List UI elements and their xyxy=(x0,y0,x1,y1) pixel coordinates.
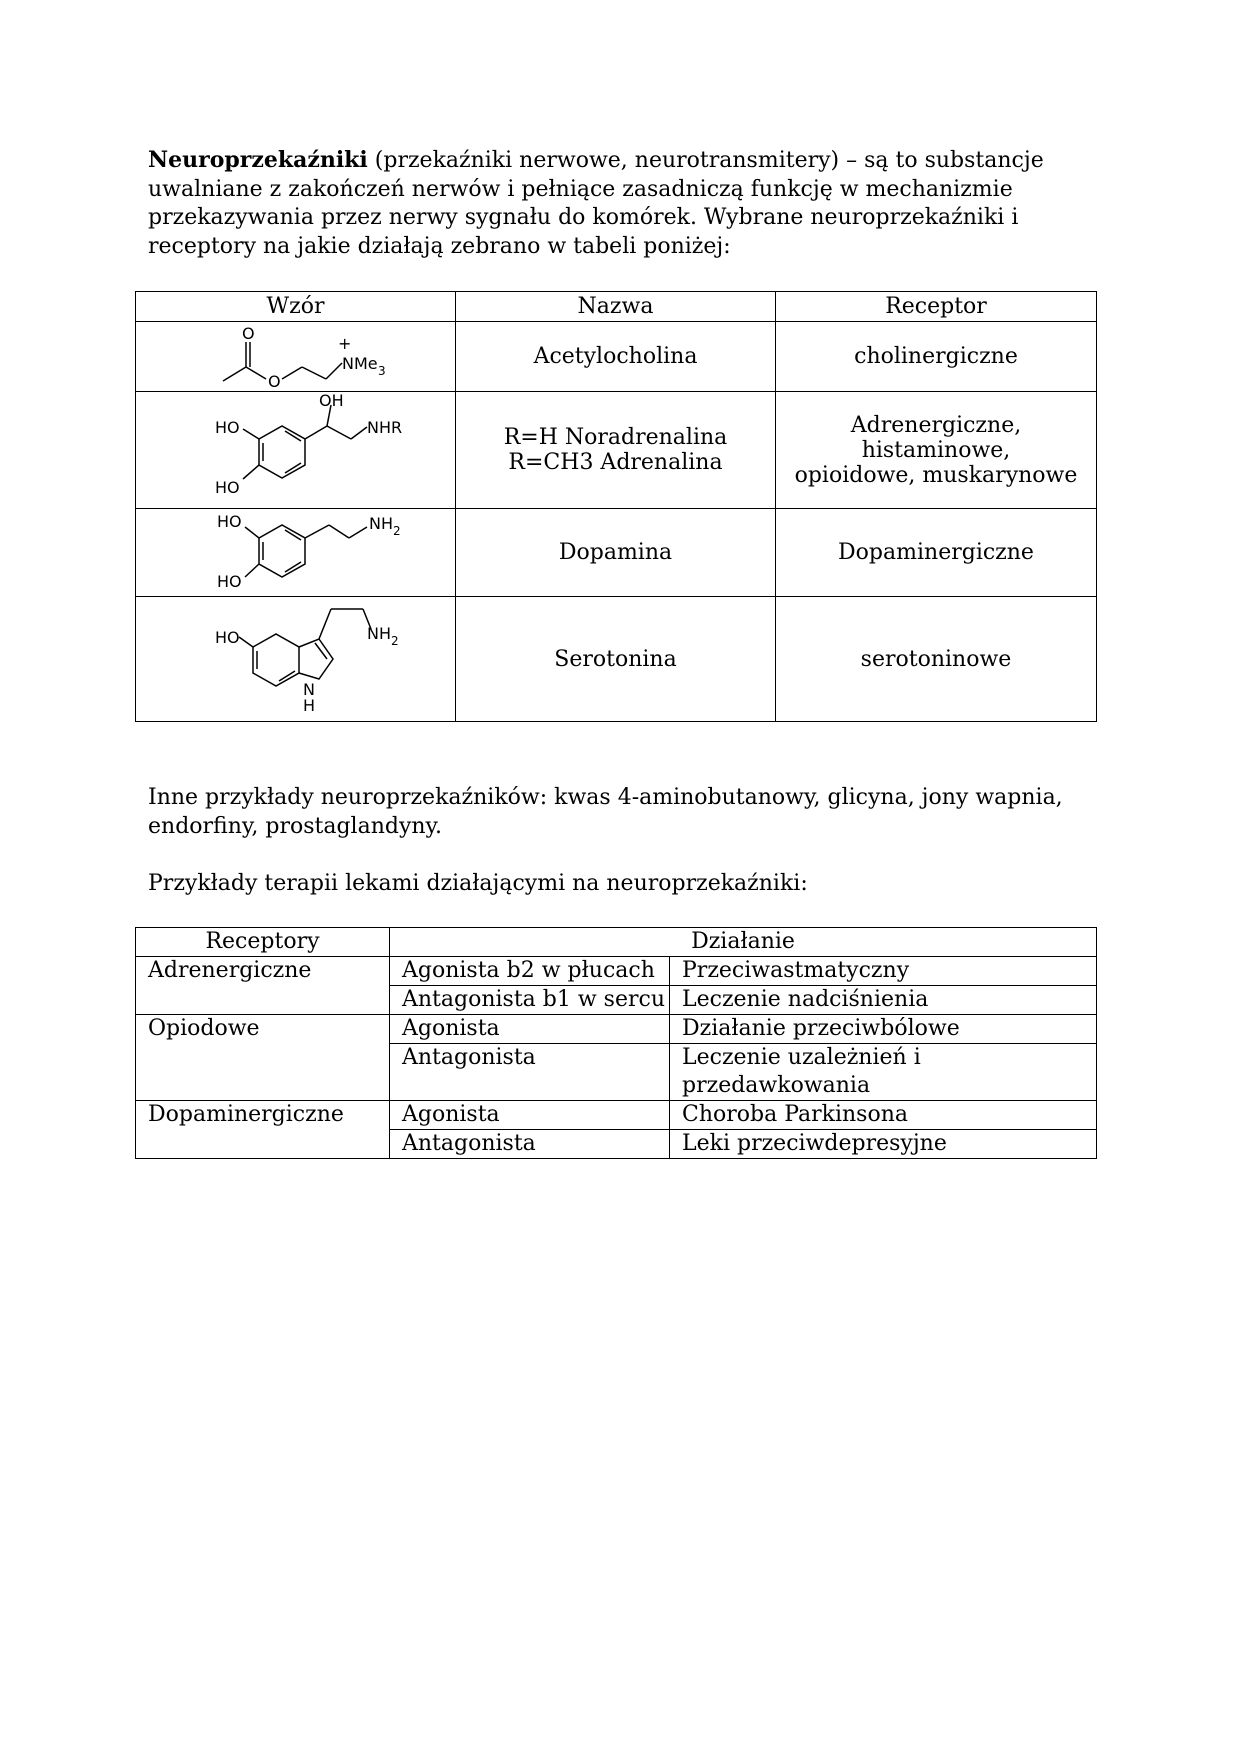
action-type-cell: Agonista xyxy=(390,1101,670,1130)
receptor-cell xyxy=(776,392,1097,509)
receptor-cell: serotoninowe xyxy=(776,597,1097,722)
o-top-label: O xyxy=(241,324,255,343)
action-type-cell: Agonista b2 w płucach xyxy=(390,957,670,986)
header-receptors: Receptory xyxy=(136,928,390,957)
ho-label-2: HO xyxy=(214,478,240,497)
header-action: Działanie xyxy=(390,928,1097,957)
ho-label-2: HO xyxy=(216,571,242,591)
effect-cell: Działanie przeciwbólowe xyxy=(670,1015,1097,1044)
effect-cell: Leczenie uzależnień i przedawkowania xyxy=(670,1044,1097,1101)
receptor-group-cell: Dopaminergiczne xyxy=(136,1101,390,1159)
receptor-group-cell: Adrenergiczne xyxy=(136,957,390,1015)
header-name: Nazwa xyxy=(456,292,776,322)
sub2-label: 2 xyxy=(390,634,399,648)
ho-label: HO xyxy=(214,628,240,647)
action-type-cell: Antagonista b1 w sercu xyxy=(390,986,670,1015)
receptor-line-1: Adrenergiczne, histaminowe, xyxy=(850,412,1022,463)
n-label: N xyxy=(302,680,315,699)
other-examples-paragraph: Inne przykłady neuroprzekaźników: kwas 4-aminobutanowy, glicyna, jony wapnia, endorfiny, prostaglandyny. xyxy=(148,785,1063,839)
ho-label-1: HO xyxy=(214,418,240,437)
name-cell xyxy=(456,392,776,509)
table-row xyxy=(136,957,1097,986)
nme-label: NMe xyxy=(341,353,378,373)
action-type-cell: Agonista xyxy=(390,1015,670,1044)
nh2-label: NH xyxy=(368,513,393,533)
action-type-cell: Antagonista xyxy=(390,1044,670,1101)
table-row xyxy=(136,597,1097,722)
therapy-intro-paragraph: Przykłady terapii lekami działającymi na neuroprzekaźniki: xyxy=(148,871,808,896)
name-line-1: R=H Noradrenalina xyxy=(503,425,728,450)
table-row xyxy=(136,322,1097,392)
oh-label: OH xyxy=(318,393,344,410)
table-row xyxy=(136,1101,1097,1130)
receptor-group-cell: Opiodowe xyxy=(136,1015,390,1101)
nhr-label: NHR xyxy=(366,418,402,437)
sub3-label: 3 xyxy=(377,363,386,378)
effect-cell: Choroba Parkinsona xyxy=(670,1101,1097,1130)
dopamine-structure-icon xyxy=(136,509,456,597)
effect-cell: Leki przeciwdepresyjne xyxy=(670,1130,1097,1159)
table-row xyxy=(136,392,1097,509)
name-cell: Dopamina xyxy=(456,509,776,597)
nh2-label: NH xyxy=(366,624,391,643)
effect-cell: Leczenie nadciśnienia xyxy=(670,986,1097,1015)
table-row xyxy=(136,1015,1097,1044)
receptor-line-2: opioidowe, muskarynowe xyxy=(794,462,1078,488)
header-formula: Wzór xyxy=(136,292,456,322)
noradrenaline-structure-icon xyxy=(136,392,456,509)
serotonin-structure-icon xyxy=(136,597,456,722)
o-mid-label: O xyxy=(267,371,281,389)
plus-label: + xyxy=(337,333,351,353)
receptor-cell: cholinergiczne xyxy=(776,322,1097,392)
name-cell: Acetylocholina xyxy=(456,322,776,392)
ho-label-1: HO xyxy=(216,511,242,531)
sub2-label: 2 xyxy=(392,523,401,538)
h-label: H xyxy=(302,696,315,715)
action-type-cell: Antagonista xyxy=(390,1130,670,1159)
receptor-cell: Dopaminergiczne xyxy=(776,509,1097,597)
therapy-table xyxy=(135,927,1097,1159)
table-row xyxy=(136,509,1097,597)
intro-text: (przekaźniki nerwowe, neurotransmitery) – są to substancje uwalniane z zakończeń nerwów i pełniące zasadniczą funkcję w mechanizmie przekazywania przez nerwy sygnału do komórek. Wybrane neuroprzekaźniki i receptory na jakie działają zebrano w tabeli poniżej: xyxy=(148,148,1044,259)
header-receptor: Receptor xyxy=(776,292,1097,322)
table-header-row xyxy=(136,928,1097,957)
name-cell: Serotonina xyxy=(456,597,776,722)
intro-bold-term: Neuroprzekaźniki xyxy=(148,147,368,173)
table-header-row xyxy=(136,292,1097,322)
intro-paragraph xyxy=(148,146,1098,261)
acetylcholine-structure-icon xyxy=(136,322,456,392)
name-line-2: R=CH3 Adrenalina xyxy=(508,450,723,475)
effect-cell: Przeciwastmatyczny xyxy=(670,957,1097,986)
neurotransmitter-table xyxy=(135,291,1097,722)
